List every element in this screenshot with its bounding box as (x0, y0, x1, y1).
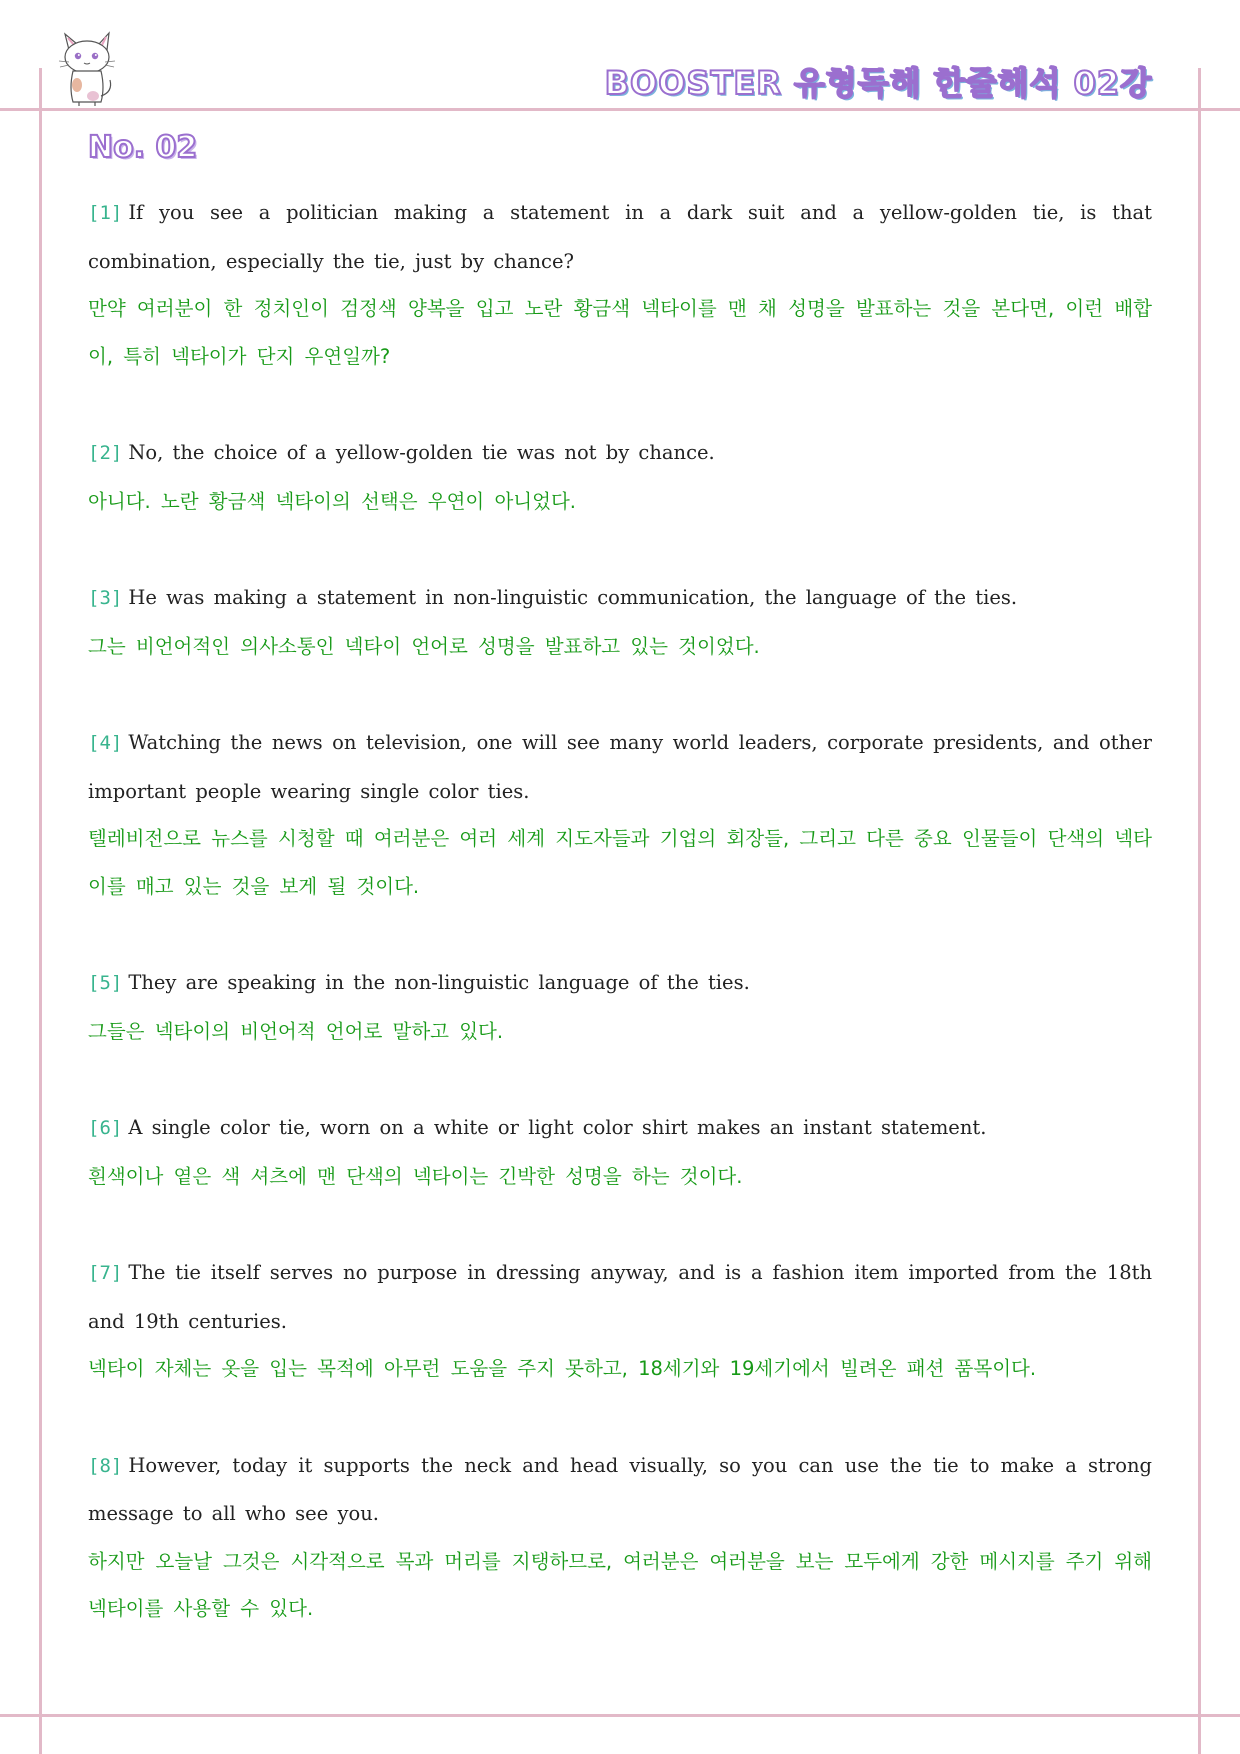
sentence-number: [1] (88, 202, 123, 224)
sentence-block (88, 574, 1152, 670)
sentence-number: [6] (88, 1117, 123, 1139)
header-title: BOOSTER 유형독해 한줄해석 02강 (604, 64, 1152, 102)
english-text: No, the choice of a yellow-golden tie was not by chance. (128, 441, 715, 464)
korean-translation: 하지만 오늘날 그것은 시각적으로 목과 머리를 지탱하므로, 여러분은 여러분을 보는 모두에게 강한 메시지를 주기 위해 넥타이를 사용할 수 있다. (88, 1549, 1152, 1620)
sentence-block (88, 429, 1152, 525)
left-border (39, 68, 42, 1754)
english-text: Watching the news on television, one will see many world leaders, corporate presidents, and other important people wearing single color ties. (88, 731, 1152, 803)
english-sentence (88, 959, 1152, 1008)
english-sentence (88, 719, 1152, 815)
english-text: They are speaking in the non-linguistic language of the ties. (128, 971, 750, 994)
korean-translation: 그는 비언어적인 의사소통인 넥타이 언어로 성명을 발표하고 있는 것이었다. (88, 634, 760, 658)
english-text: A single color tie, worn on a white or light color shirt makes an instant statement. (128, 1116, 987, 1139)
sentence-block (88, 189, 1152, 380)
english-text: However, today it supports the neck and head visually, so you can use the tie to make a strong message to all who see you. (88, 1453, 1152, 1525)
english-sentence (88, 1104, 1152, 1153)
sentence-number: [2] (88, 442, 123, 464)
cat-logo-icon (55, 30, 117, 108)
header-divider (0, 108, 1240, 111)
sentence-block (88, 1442, 1152, 1633)
korean-translation: 아니다. 노란 황금색 넥타이의 선택은 우연이 아니었다. (88, 489, 577, 513)
sentence-number: [3] (88, 587, 123, 609)
sentence-block (88, 1104, 1152, 1200)
korean-translation: 만약 여러분이 한 정치인이 검정색 양복을 입고 노란 황금색 넥타이를 맨 채 성명을 발표하는 것을 본다면, 이런 배합이, 특히 넥타이가 단지 우연일까? (88, 297, 1152, 368)
footer-divider (0, 1714, 1240, 1717)
english-sentence (88, 189, 1152, 285)
sentence-number: [8] (88, 1454, 123, 1477)
sentence-block (88, 959, 1152, 1055)
english-sentence (88, 574, 1152, 623)
sentence-list (88, 189, 1152, 1682)
english-text: The tie itself serves no purpose in dressing anyway, and is a fashion item imported from the 18th and 19th centuries. (88, 1261, 1152, 1333)
korean-translation: 그들은 넥타이의 비언어적 언어로 말하고 있다. (88, 1019, 504, 1043)
english-text: He was making a statement in non-linguistic communication, the language of the ties. (128, 586, 1018, 609)
sentence-number: [7] (88, 1262, 123, 1284)
sentence-block (88, 719, 1152, 910)
english-sentence (88, 1249, 1152, 1345)
english-text: If you see a politician making a statement in a dark suit and a yellow-golden tie, is that combination, especially the tie, just by chance? (88, 201, 1152, 273)
sentence-number: [5] (88, 972, 123, 994)
right-border (1198, 68, 1201, 1754)
korean-translation: 넥타이 자체는 옷을 입는 목적에 아무런 도움을 주지 못하고, 18세기와 19세기에서 빌려온 패션 품목이다. (88, 1357, 1037, 1380)
sentence-number: [4] (88, 732, 123, 754)
english-sentence (88, 1442, 1152, 1538)
section-number: No. 02 (88, 130, 198, 165)
english-sentence (88, 429, 1152, 478)
sentence-block (88, 1249, 1152, 1393)
korean-translation: 흰색이나 옅은 색 셔츠에 맨 단색의 넥타이는 긴박한 성명을 하는 것이다. (88, 1164, 743, 1188)
korean-translation: 텔레비전으로 뉴스를 시청할 때 여러분은 여러 세계 지도자들과 기업의 회장들, 그리고 다른 중요 인물들이 단색의 넥타이를 매고 있는 것을 보게 될 것이다. (88, 827, 1152, 898)
